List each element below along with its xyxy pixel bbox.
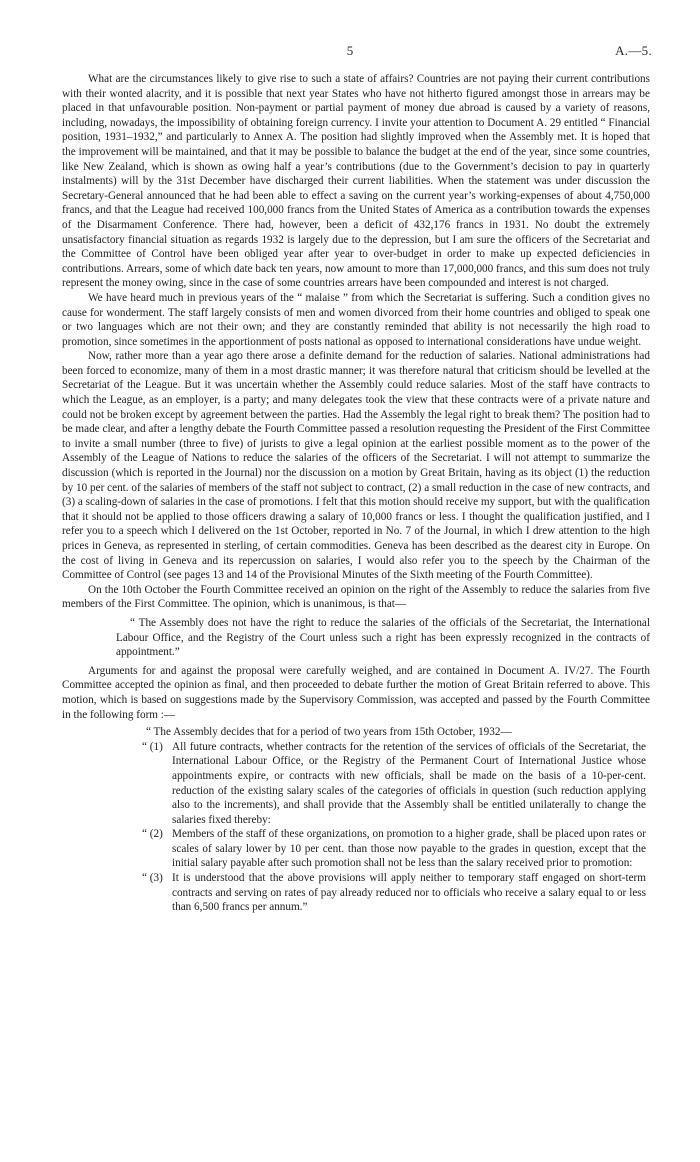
resolution-intro: “ The Assembly decides that for a period of two years from 15th October, 1932—	[146, 726, 512, 739]
resolution-item-text: Members of the staff of these organizations, on promotion to a higher grade, shall be placed upon rates or scales of salary lower by 10 per cent. than those now payable to the grades in question, except that the initial salary payable after such promotion shall not be less than the salary received prior to promotion:	[172, 828, 646, 870]
legal-opinion-quote: “ The Assembly does not have the right to reduce the salaries of the officials of the Secretariat, the International Labour Office, and the Registry of the Court unless such a right has been expressly recognized in the contracts of appointment.”	[116, 616, 650, 659]
resolution-item-text: It is understood that the above provisions will apply neither to temporary staff engaged on short-term contracts and serving on rates of pay already reduced nor to officials who receive a salary equal to or less than 6,500 francs per annum.”	[172, 872, 646, 914]
page-number: 5	[346, 43, 354, 58]
resolution-item	[142, 871, 646, 915]
document-reference: A.—5.	[615, 43, 652, 58]
paragraph-opinion-intro: On the 10th October the Fourth Committee received an opinion on the right of the Assembly to reduce the salaries from five members of the First Committee. The opinion, which is unanimous, is that—	[62, 583, 650, 611]
body-text	[62, 72, 650, 915]
resolution-item-number: “ (2)	[142, 828, 163, 841]
paragraph-arguments: Arguments for and against the proposal were carefully weighed, and are contained in Document A. IV/27. The Fourth Committee accepted the opinion as final, and then proceeded to debate further the motion of Great Britain referred to above. This motion, which is based on suggestions made by the Supervisory Commission, was accepted and passed by the Fourth Committee in the following form :—	[62, 664, 650, 721]
resolution-item-number: “ (3)	[142, 872, 163, 885]
resolution-item-text: All future contracts, whether contracts for the retention of the services of officials of the Secretariat, the International Labour Office, or the Registry of the Permanent Court of International Justice whose appointments expire, or contracts with new officials, shall be made on the basis of a 10-per-cent. reduction of the existing salary scales of the categories of officials in question (such reduction applying also to the increments), and shall provide that the Assembly shall be entitled unilaterally to change the salaries fixed thereby:	[172, 740, 646, 826]
paragraph-malaise: We have heard much in previous years of the “ malaise ” from which the Secretariat is suffering. Such a condition gives no cause for wonderment. The staff largely consists of men and women divorced from their home countries and obliged to speak one or two languages which are not their own; and they are constantly reminded that ability is not necessarily the high road to promotion, since sometimes in the apportionment of posts national as opposed to international considerations have undue weight.	[62, 291, 650, 348]
paragraph-arrears: What are the circumstances likely to give rise to such a state of affairs? Countries are not paying their current contributions with their wonted alacrity, and it is possible that next year States who have not hitherto figured amongst those in arrears may be placed in that unfavourable position. Non-payment or partial payment of money due abroad is caused by a variety of reasons, including, nowadays, the impossibility of obtaining foreign currency. I invite your attention to Document A. 29 entitled “ Financial position, 1931–1932,” and particularly to Annex A. The position had slightly improved when the Assembly met. It is hoped that the improvement will be maintained, and that it may be possible to balance the budget at the end of the year, since some countries, like New Zealand, which is shown as owing half a year’s contributions (due to the Government’s decision to pay in quarterly instalments) will by the 31st December have discharged their current liabilities. When the statement was under discussion the Secretary-General announced that he had been able to effect a saving on the current year’s working-expenses of about 4,750,000 francs, and that the League had received 100,000 francs from the United States of America as a contribution towards the expenses of the Disarmament Conference. There had, however, been a deficit of 432,176 francs in 1931. No doubt the extremely unsatisfactory financial situation as regards 1932 is largely due to the depression, but I am sure the officers of the Secretariat and the Committee of Control have been obliged year after year to over-budget in order to make up expected deficiencies in contributions. Arrears, some of which date back ten years, now amount to more than 17,000,000 francs, and this sum does not truly represent the money owing, since in the case of some countries arrears have been compounded and interest is not charged.	[62, 73, 650, 290]
resolution-item	[142, 740, 646, 828]
resolution-item-number: “ (1)	[142, 740, 163, 753]
resolution-item	[142, 827, 646, 871]
resolution-text	[142, 725, 646, 915]
paragraph-salary-reduction: Now, rather more than a year ago there arose a definite demand for the reduction of salaries. National administrations had been forced to economize, many of them in a most drastic manner; it was therefore natural that criticism should be levelled at the Secretariat of the League. But it was uncertain whether the Assembly could reduce salaries. Most of the staff have contracts to which the League, as an employer, is a party; and many delegates took the view that these contracts were of a private nature and could not be broken except by agreement between the parties. Had the Assembly the legal right to break them? The position had to be made clear, and after a lengthy debate the Fourth Committee passed a resolution requesting the President of the First Committee to invite a small number (three to five) of jurists to give a legal opinion at the earliest possible moment as to the power of the Assembly of the League of Nations to reduce the salaries of the officers of the Secretariat. I will not attempt to summarize the discussion (which is reported in the Journal) nor the discussion on a motion by Great Britain, having as its object (1) the reduction by 10 per cent. of the salaries of members of the staff not subject to contract, (2) a small reduction in the case of new contracts, and (3) a scaling-down of salaries in the case of promotions. I felt that this motion should receive my support, but with the qualification that it should not be applied to those officers drawing a salary of 10,000 francs or less. I thought the qualification justified, and I refer you to a speech which I delivered on the 1st October, reported in No. 7 of the Journal, in which I drew attention to the high prices in Geneva, as represented in sterling, of certain commodities. Geneva has been described as the dearest city in Europe. On the cost of living in Geneva and its repercussion on salaries, I would also refer you to the speech by the Chairman of the Committee of Control (see pages 13 and 14 of the Provisional Minutes of the Sixth meeting of the Fourth Committee).	[62, 350, 650, 582]
